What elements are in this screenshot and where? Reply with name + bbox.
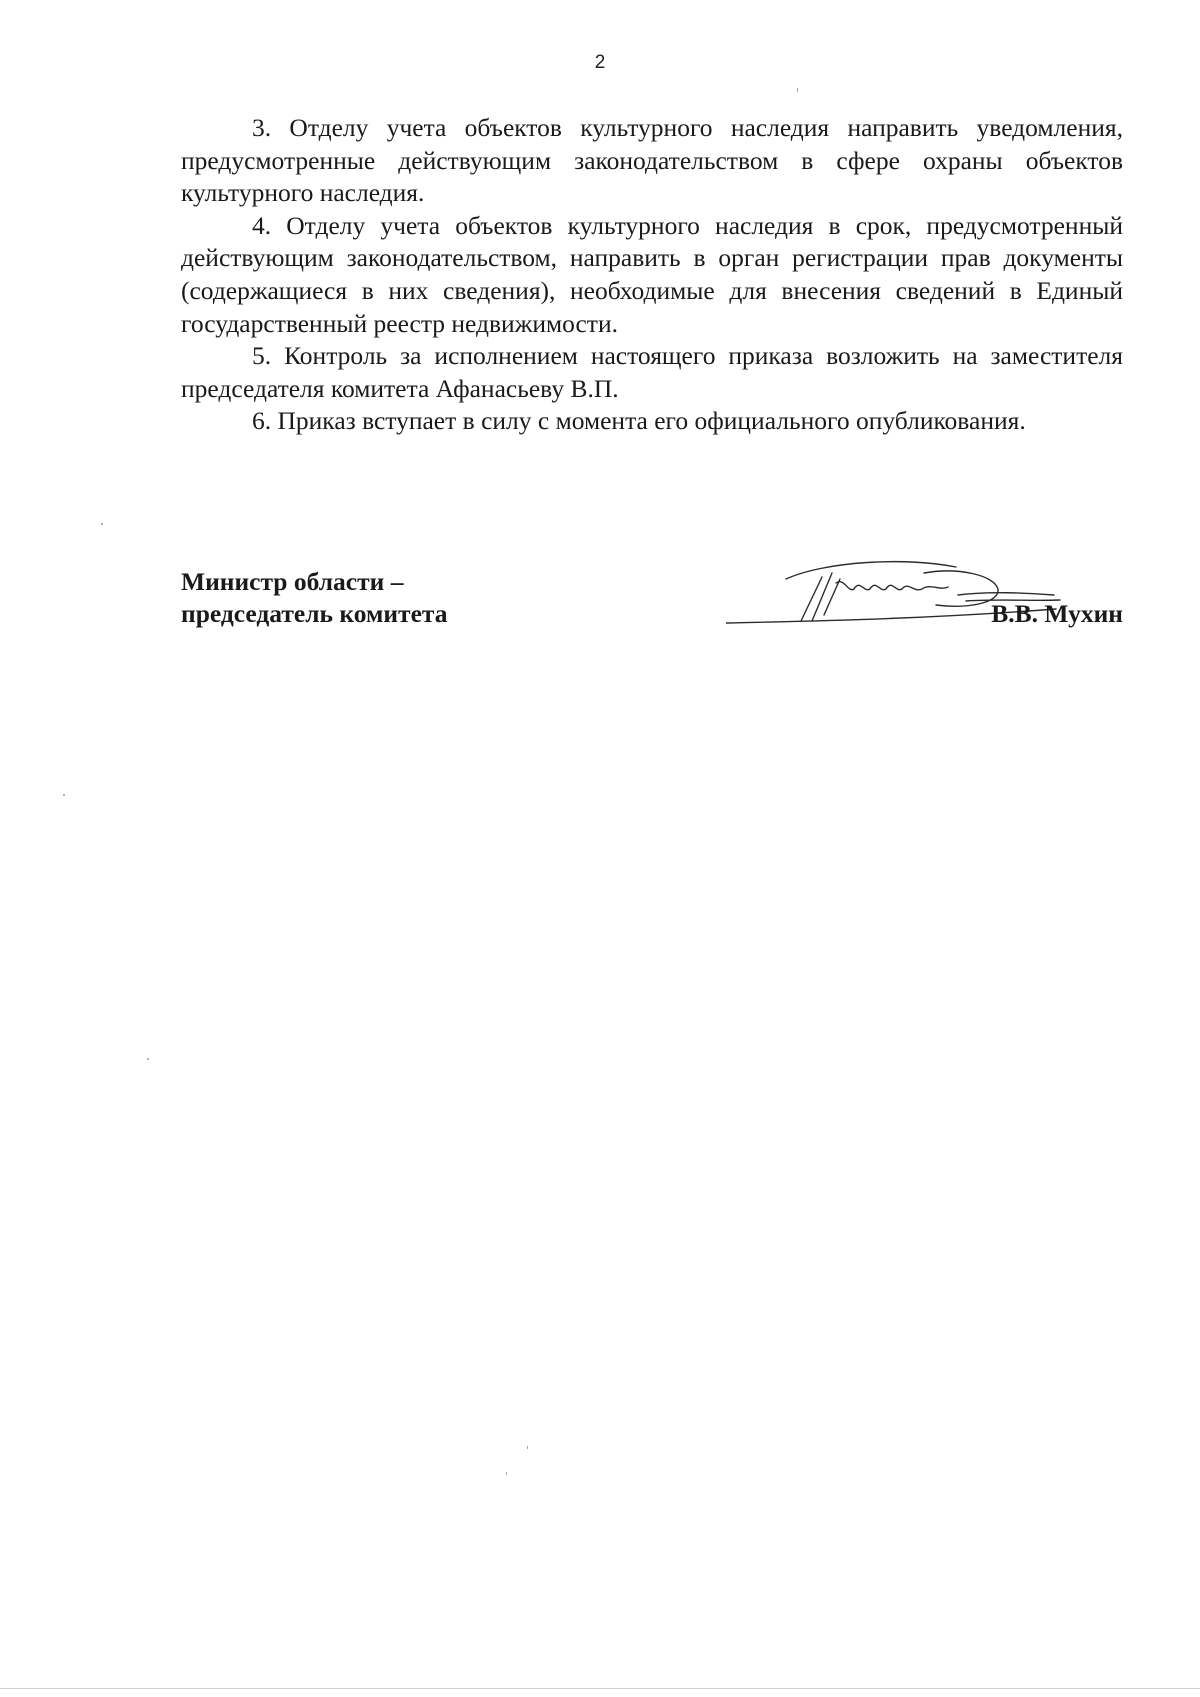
- scan-speck: [797, 88, 798, 92]
- paragraph-4: 4. Отделу учета объектов культурного наследия в срок, предусмотренный действующим законодательством, направить в орган регистрации прав документы (содержащиеся в них сведения), необходимые для внесения сведений в Единый государственный реестр недвижимости.: [181, 210, 1123, 338]
- paragraph-5: 5. Контроль за исполнением настоящего приказа возложить на заместителя председателя комитета Афанасьеву В.П.: [181, 341, 1123, 403]
- signature-block: [181, 566, 1123, 646]
- signatory-title-line-1: Министр области –: [181, 567, 404, 596]
- scan-speck: [527, 1446, 528, 1449]
- paragraph-3: 3. Отделу учета объектов культурного наследия направить уведомления, предусмотренные действующим законодательством в сфере охраны объектов культурного наследия.: [181, 113, 1123, 208]
- scan-speck: [101, 523, 103, 525]
- scan-speck: [506, 1472, 507, 1475]
- scan-edge-line: [0, 1688, 1200, 1689]
- scan-speck: [147, 1058, 149, 1060]
- paragraph-6: 6. Приказ вступает в силу с момента его официального опубликования.: [252, 406, 1026, 436]
- order-text: [181, 112, 1123, 438]
- signatory-title: [181, 566, 447, 630]
- signatory-name: В.В. Мухин: [991, 599, 1123, 628]
- scan-speck: [63, 794, 65, 796]
- page-number: 2: [594, 52, 606, 73]
- signatory-title-line-2: председатель комитета: [181, 599, 448, 628]
